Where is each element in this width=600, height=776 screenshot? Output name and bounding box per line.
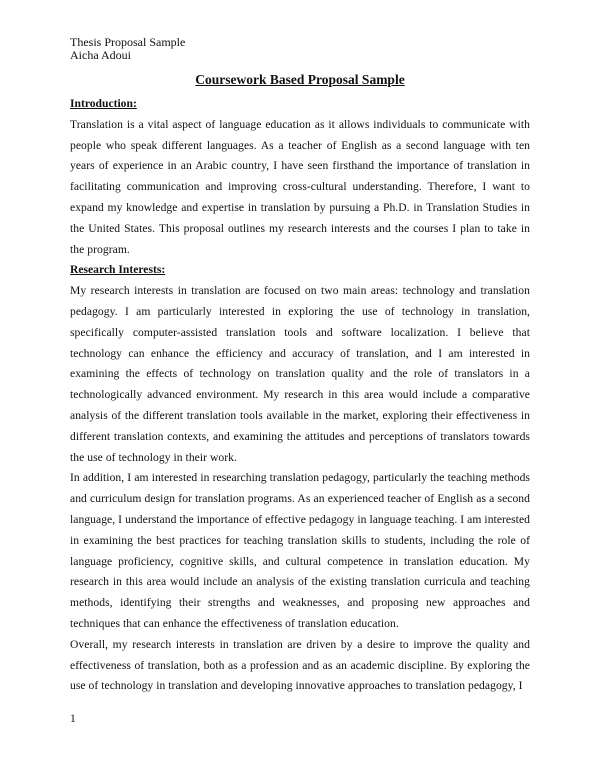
header-document-type: Thesis Proposal Sample [70,35,186,49]
introduction-heading-colon: : [132,97,137,110]
document-body [70,94,530,697]
research-paragraph-pedagogy: In addition, I am interested in researching translation pedagogy, particularly the teaching methods and curriculum design for translation programs. As an experienced teacher of English as a second language, I understand the importance of effective pedagogy in language teaching. I am interested in examining the best practices for teaching translation skills to students, including the role of language proficiency, cognitive skills, and cultural competence in translation education. My research in this area would include an analysis of the existing translation curricula and teaching methods, identifying their strengths and weaknesses, and proposing new approaches and techniques that can enhance the effectiveness of translation education. [70,471,530,630]
research-paragraph-overall: Overall, my research interests in translation are driven by a desire to improve the quality and effectiveness of translation, both as a profession and as an academic discipline. By exploring the use of technology in translation and developing innovative approaches to translation pedagogy, I [70,637,530,693]
running-header [70,36,185,62]
document-title: Coursework Based Proposal Sample [195,72,405,87]
section-heading-introduction [70,94,530,115]
page-number: 1 [70,713,76,725]
header-author-name: Aicha Adoui [70,48,131,62]
research-paragraph-technology: My research interests in translation are focused on two main areas: technology and translation pedagogy. I am particularly interested in exploring the use of technology in translation, specifically computer-assisted translation tools and software localization. I believe that technology can enhance the efficiency and accuracy of translation, and I am interested in examining the effects of technology on translation quality and the role of translators in a technologically advanced environment. My research in this area would include a comparative analysis of the different translation tools available in the market, exploring their effectiveness in different translation contexts, and examining the attitudes and perceptions of translators towards the use of technology in their work. [70,284,530,464]
introduction-heading-text: Introduction [70,97,133,110]
introduction-paragraph: Translation is a vital aspect of language education as it allows individuals to communicate with people who speak different languages. As a teacher of English as a second language with ten years of experience in an Arabic country, I have seen firsthand the importance of translation in facilitating communication and improving cross-cultural understanding. Therefore, I want to expand my knowledge and expertise in translation by pursuing a Ph.D. in Translation Studies in the United States. This proposal outlines my research interests and the courses I plan to take in the program. [70,117,530,256]
section-heading-research-interests: Research Interests: [70,263,166,277]
